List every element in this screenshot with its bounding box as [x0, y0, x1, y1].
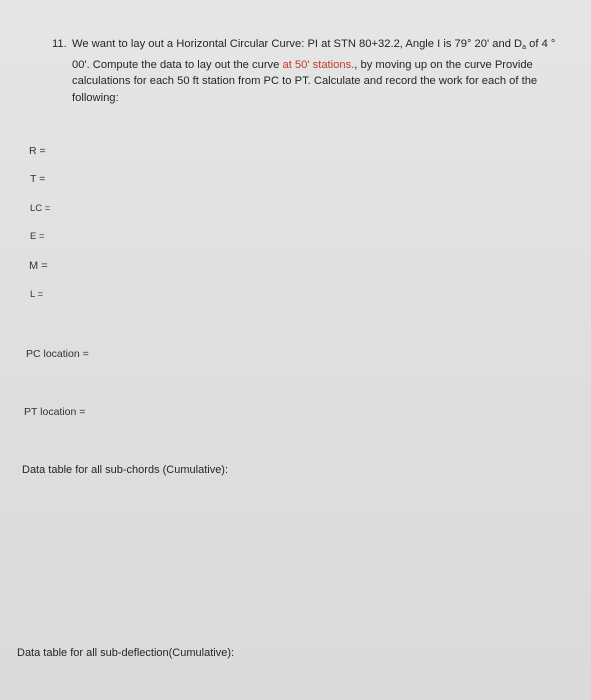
problem-statement — [52, 36, 562, 106]
problem-text-part-3: of 4 ° 00'. Compute the data to lay out the curve — [72, 38, 556, 71]
middle-ordinate-label: M = — [29, 260, 48, 272]
problem-text-part-4: , by moving up on the curve Provide calculations for each 50 ft station from PC to PT. Calculate and record the work for each of the following: — [72, 58, 538, 104]
long-chord-label: LC = — [30, 203, 51, 214]
subdeflection-table-heading: Data table for all sub-deflection(Cumulative): — [17, 647, 235, 659]
tangent-label: T = — [30, 173, 46, 185]
radius-label: R = — [29, 145, 46, 157]
external-distance-label: E = — [30, 231, 45, 242]
pc-location-label: PC location = — [26, 348, 89, 360]
problem-number: 11. — [52, 38, 67, 50]
problem-text — [72, 36, 562, 106]
problem-text-part-1: We want to lay out a Horizontal Circular Curve: PI at STN 80+32.2, Angle — [72, 38, 435, 50]
degree-of-curve-subscript: a — [522, 44, 527, 51]
station-interval-highlight: at 50' stations. — [282, 58, 355, 71]
angle-symbol: I — [437, 38, 441, 50]
pt-location-label: PT location = — [24, 406, 86, 418]
subchords-table-heading: Data table for all sub-chords (Cumulative): — [22, 464, 229, 476]
problem-text-part-2: is 79° 20' and D — [443, 38, 523, 50]
curve-length-label: L = — [30, 289, 44, 300]
